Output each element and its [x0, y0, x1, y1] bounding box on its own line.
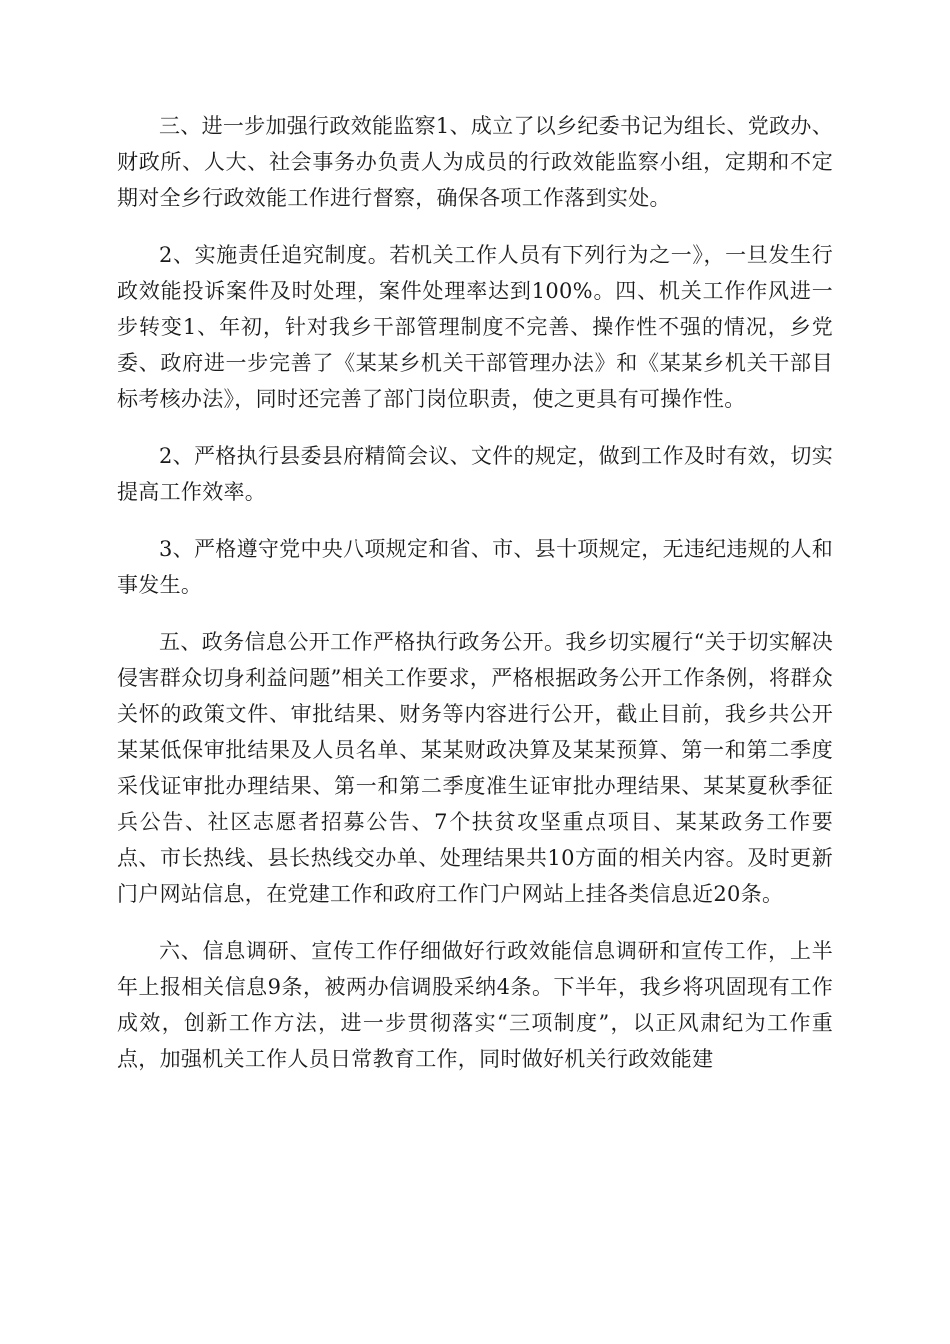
- paragraph-efficiency-supervision: 三、进一步加强行政效能监察1、成立了以乡纪委书记为组长、党政办、财政所、人大、社会事务办负责人为成员的行政效能监察小组，定期和不定期对全乡行政效能工作进行督察，确保各项工作落到实处。: [117, 114, 833, 210]
- paragraph-eight-regulations: 3、严格遵守党中央八项规定和省、市、县十项规定，无违纪违规的人和事发生。: [117, 537, 833, 597]
- paragraph-information-disclosure: 五、政务信息公开工作严格执行政务公开。我乡切实履行“关于切实解决侵害群众切身利益问题”相关工作要求，严格根据政务公开工作条例，将群众关怀的政策文件、审批结果、财务等内容进行公开，截止目前，我乡共公开某某低保审批结果及人员名单、某某财政决算及某某预算、第一和第二季度采伐证审批办理结果、第一和第二季度准生证审批办理结果、某某夏秋季征兵公告、社区志愿者招募公告、7个扶贫攻坚重点项目、某某政务工作要点、市长热线、县长热线交办单、处理结果共10方面的相关内容。及时更新门户网站信息，在党建工作和政府工作门户网站上挂各类信息近20条。: [117, 630, 833, 906]
- document-body: [117, 108, 833, 1098]
- paragraph-meeting-rules: 2、严格执行县委县府精简会议、文件的规定，做到工作及时有效，切实提高工作效率。: [117, 444, 833, 504]
- paragraph-accountability-system: 2、实施责任追究制度。若机关工作人员有下列行为之一》，一旦发生行政效能投诉案件及时处理，案件处理率达到100%。四、机关工作作风进一步转变1、年初，针对我乡干部管理制度不完善、操作性不强的情况，乡党委、政府进一步完善了《某某乡机关干部管理办法》和《某某乡机关干部目标考核办法》，同时还完善了部门岗位职责，使之更具有可操作性。: [117, 243, 833, 411]
- paragraph-research-publicity: 六、信息调研、宣传工作仔细做好行政效能信息调研和宣传工作，上半年上报相关信息9条，被两办信调股采纳4条。下半年，我乡将巩固现有工作成效，创新工作方法，进一步贯彻落实“三项制度”，以正风肃纪为工作重点，加强机关工作人员日常教育工作，同时做好机关行政效能建: [117, 939, 833, 1071]
